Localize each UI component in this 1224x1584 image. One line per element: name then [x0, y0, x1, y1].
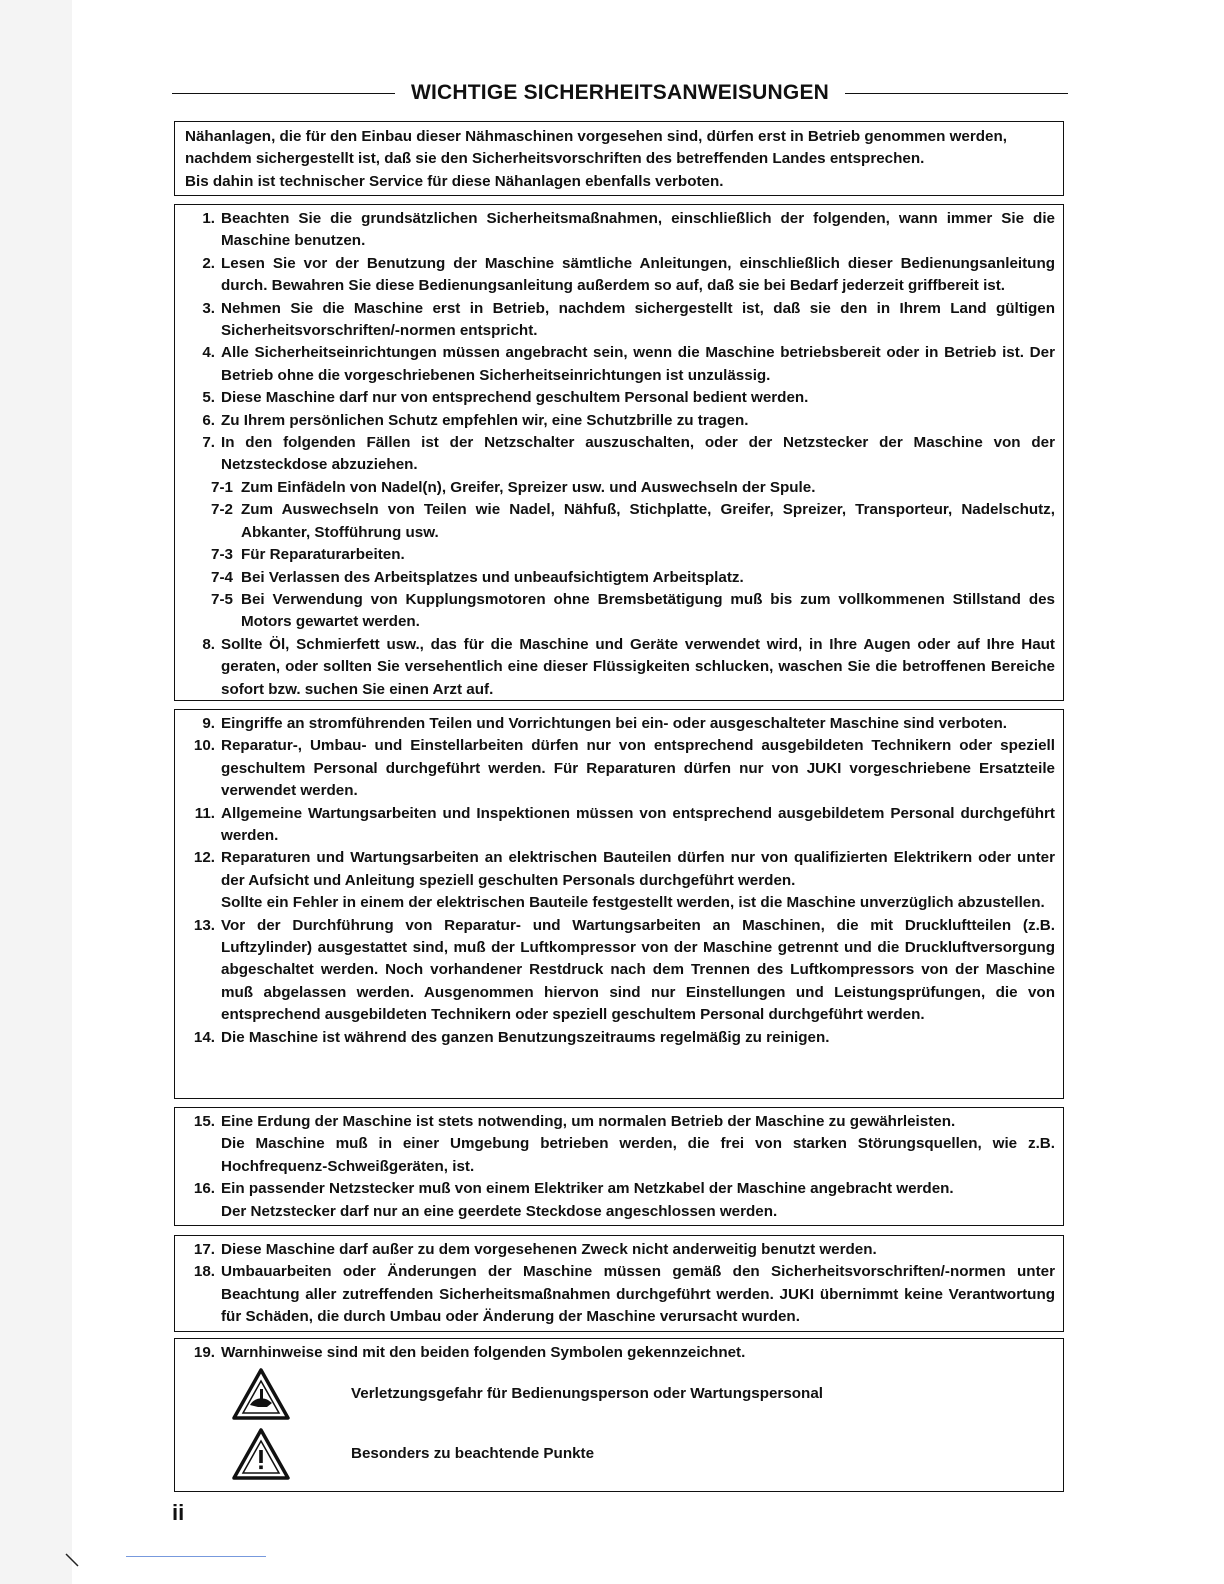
item-text: Die Maschine ist während des ganzen Benutzungszeitraums regelmäßig zu reinigen. [221, 1028, 830, 1046]
item-number: 15. [193, 1113, 215, 1130]
list-item [181, 253, 1055, 298]
item-text: Zu Ihrem persönlichen Schutz empfehlen wir, eine Schutzbrille zu tragen. [221, 411, 749, 429]
sub-item-text: Bei Verwendung von Kupplungsmotoren ohne Bremsbetätigung muß bis zum vollkommenen Stillstand des Motors gewartet werden. [241, 590, 1055, 631]
item-text: Warnhinweise sind mit den beiden folgenden Symbolen gekennzeichnet. [221, 1344, 746, 1361]
item-number: 9. [202, 715, 215, 732]
sub-item-text: Für Reparaturarbeiten. [241, 546, 405, 564]
item-number: 17. [193, 1241, 215, 1258]
list-item [181, 847, 1055, 914]
safety-box-symbols [174, 1338, 1064, 1492]
item-number: 12. [193, 849, 215, 867]
list-item [181, 634, 1055, 701]
item-number: 6. [202, 411, 215, 429]
sub-item-text: Bei Verlassen des Arbeitsplatzes und unbeaufsichtigtem Arbeitsplatz. [241, 568, 744, 586]
item-text: Alle Sicherheitseinrichtungen müssen angebracht sein, wenn die Maschine betriebsbereit oder in Betrieb ist. Der Betrieb ohne die vorgeschriebenen Sicherheitseinrichtungen ist unzulässig. [221, 344, 1055, 384]
list-item [181, 208, 1055, 253]
list-item [181, 735, 1055, 802]
sub-item-number: 7-4 [211, 568, 233, 586]
item-number: 1. [202, 210, 215, 227]
item-number: 11. [194, 804, 215, 822]
list-item [181, 1027, 1055, 1049]
item-text: Reparaturen und Wartungsarbeiten an elektrischen Bauteilen dürfen nur von qualifizierten Elektrikern oder unter der Aufsicht und Anleitung speziell geschulten Personals durchgeführt werden. [221, 849, 1055, 889]
page-number: ii [172, 1500, 185, 1525]
item-number: 7. [202, 434, 215, 452]
item-number: 14. [193, 1028, 215, 1046]
list-item [181, 713, 1055, 735]
list-item [181, 342, 1055, 387]
item-text-continued: Sollte ein Fehler in einem der elektrischen Bauteile festgestellt werden, ist die Maschine unverzüglich abzustellen. [221, 894, 1045, 912]
sub-item-text: Zum Einfädeln von Nadel(n), Greifer, Spreizer usw. und Auswechseln der Spule. [241, 478, 816, 496]
safety-box-modifications [174, 1235, 1064, 1332]
item-text: Diese Maschine darf nur von entsprechend geschultem Personal bedient werden. [221, 389, 809, 407]
item-text: Ein passender Netzstecker muß von einem Elektriker am Netzkabel der Maschine angebracht werden. [221, 1180, 954, 1198]
symbol-label: Verletzungsgefahr für Bedienungsperson oder Wartungspersonal [351, 1385, 824, 1403]
item-number: 8. [202, 635, 215, 653]
item-number: 18. [193, 1263, 215, 1281]
sub-item-number: 7-3 [211, 546, 233, 564]
sub-item [211, 567, 1055, 589]
item-text-continued: Der Netzstecker darf nur an eine geerdete Steckdose angeschlossen werden. [221, 1202, 778, 1220]
item-text: Reparatur-, Umbau- und Einstellarbeiten dürfen nur von entsprechend ausgebildeten Technikern oder speziell geschultem Personal durchgeführt werden. Für Reparaturen dürfen nur von JUKI vorgeschriebene Ersatzteile verwendet werden. [221, 737, 1055, 800]
item-number: 10. [193, 737, 215, 755]
item-text-continued: Die Maschine muß in einer Umgebung betrieben werden, die frei von starken Störungsquellen, wie z.B. Hochfrequenz-Schweißgeräten, ist. [221, 1135, 1055, 1175]
safety-box-general [174, 204, 1064, 701]
item-text: Umbauarbeiten oder Änderungen der Maschine müssen gemäß den Sicherheitsvorschriften/-normen unter Beachtung aller zutreffenden Sicherheitsmaßnahmen durchgeführt werden. JUKI übernimmt keine Verantwortung für Schäden, die durch Umbau oder Änderung der Maschine verursacht wurden. [221, 1263, 1055, 1326]
intro-line: Bis dahin ist technischer Service für diese Nähanlagen ebenfalls verboten. [185, 172, 724, 190]
item-text: Nehmen Sie die Maschine erst in Betrieb, nachdem sichergestellt ist, daß sie den in Ihrem Land gültigen Sicherheitsvorschriften/-normen entspricht. [221, 299, 1055, 340]
item-text: Diese Maschine darf außer zu dem vorgesehenen Zweck nicht anderweitig benutzt werden. [221, 1241, 877, 1258]
sub-item-text: Zum Auswechseln von Teilen wie Nadel, Nähfuß, Stichplatte, Greifer, Spreizer, Transporteur, Nadelschutz, Abkanter, Stofführung usw. [241, 501, 1055, 541]
sub-item-number: 7-2 [211, 501, 233, 519]
symbol-label: Besonders zu beachtende Punkte [351, 1445, 595, 1463]
list-item [181, 1261, 1055, 1328]
list-item [181, 387, 1055, 409]
scan-mark [64, 1552, 80, 1568]
sub-item-number: 7-5 [211, 590, 233, 608]
item-text: Eingriffe an stromführenden Teilen und Vorrichtungen bei ein- oder ausgeschalteter Maschine sind verboten. [221, 715, 1007, 732]
list-item [181, 1342, 1055, 1364]
list-item [181, 1239, 1055, 1261]
hand-injury-warning-icon [181, 1367, 341, 1421]
exclamation-warning-icon [181, 1427, 341, 1481]
sub-item-number: 7-1 [211, 478, 233, 496]
item-text: In den folgenden Fällen ist der Netzschalter auszuschalten, oder der Netzstecker der Maschine von der Netzsteckdose abzuziehen. [221, 434, 1055, 474]
item-number: 19. [193, 1344, 215, 1361]
title-row [172, 78, 1068, 108]
symbol-row [181, 1424, 1055, 1484]
title-rule-right [845, 93, 1068, 94]
list-item [181, 1111, 1055, 1178]
list-item [181, 915, 1055, 1027]
sub-item [211, 477, 1055, 499]
intro-line: nachdem sichergestellt ist, daß sie den Sicherheitsvorschriften des betreffenden Landes entsprechen. [185, 150, 925, 168]
intro-box [174, 121, 1064, 196]
sub-item [211, 499, 1055, 544]
list-item [181, 298, 1055, 343]
item-text: Lesen Sie vor der Benutzung der Maschine sämtliche Anleitungen, einschließlich dieser Bedienungsanleitung durch. Bewahren Sie diese Bedienungsanleitung außerdem so auf, daß sie bei Bedarf jederzeit griffbereit ist. [221, 254, 1055, 295]
item-number: 3. [202, 299, 215, 317]
item-number: 16. [193, 1180, 215, 1198]
item-text: Beachten Sie die grundsätzlichen Sicherheitsmaßnahmen, einschließlich der folgenden, wann immer Sie die Maschine benutzen. [221, 210, 1055, 250]
list-item [181, 803, 1055, 848]
item-text: Allgemeine Wartungsarbeiten und Inspektionen müssen von entsprechend ausgebildetem Personal durchgeführt werden. [221, 804, 1055, 845]
item-text: Eine Erdung der Maschine ist stets notwending, um normalen Betrieb der Maschine zu gewährleisten. [221, 1113, 956, 1130]
list-item [181, 432, 1055, 477]
item-number: 4. [202, 344, 215, 362]
safety-box-electrical [174, 1107, 1064, 1226]
intro-line: Nähanlagen, die für den Einbau dieser Nähmaschinen vorgesehen sind, dürfen erst in Betrieb genommen werden, [185, 128, 1007, 145]
item-text: Sollte Öl, Schmierfett usw., das für die Maschine und Geräte verwendet wird, in Ihre Augen oder auf Ihre Haut geraten, oder sollten Sie versehentlich eine dieser Flüssigkeiten schlucken, waschen Sie die betroffenen Bereiche sofort bzw. suchen Sie einen Arzt auf. [221, 635, 1055, 698]
item-number: 5. [202, 389, 215, 407]
item-number: 13. [193, 916, 215, 934]
sub-item [211, 589, 1055, 634]
symbol-row [181, 1364, 1055, 1424]
footer-line [126, 1556, 266, 1557]
list-item [181, 1178, 1055, 1223]
item-text: Vor der Durchführung von Reparatur- und Wartungsarbeiten an Maschinen, die mit Druckluftteilen (z.B. Luftzylinder) ausgestattet sind, muß der Luftkompressor von der Maschine getrennt und die Druckluftversorgung abgeschaltet werden. Noch vorhandener Restdruck nach dem Trennen des Luftkompressors von der Maschine muß abgelassen werden. Ausgenommen hiervon sind nur Einstellungen und Leistungsprüfungen, die von entsprechend ausgebildeten Technikern oder speziell geschultem Personal durchgeführt werden. [221, 916, 1055, 1024]
scan-margin-shade [0, 0, 72, 1584]
item-number: 2. [202, 254, 215, 272]
list-item [181, 410, 1055, 432]
sub-item [211, 544, 1055, 566]
safety-box-maintenance [174, 709, 1064, 1099]
page-title: WICHTIGE SICHERHEITSANWEISUNGEN [410, 81, 830, 104]
title-rule-left [172, 93, 395, 94]
